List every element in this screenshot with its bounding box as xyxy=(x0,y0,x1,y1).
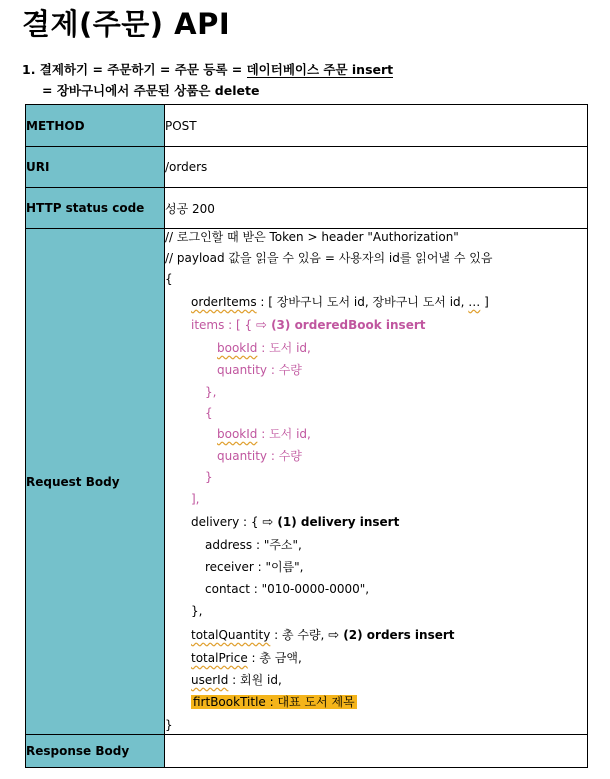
uri-row xyxy=(26,147,588,188)
first-book-title-highlight: firtBookTitle : 대표 도서 제목 xyxy=(193,695,355,709)
order-items-line xyxy=(191,294,489,310)
first-book-title-line xyxy=(191,694,357,710)
response-body-value xyxy=(165,735,588,768)
uri-value: /orders xyxy=(165,147,588,188)
open-item-2: { xyxy=(205,406,213,420)
total-quantity-key: totalQuantity xyxy=(191,628,271,642)
quantity-line-2: quantity : 수량 xyxy=(217,449,302,463)
status-value: 성공 200 xyxy=(165,188,588,229)
request-body-row xyxy=(26,229,588,735)
close-item-2: } xyxy=(205,470,213,484)
close-item-1: }, xyxy=(205,385,217,399)
method-label: METHOD xyxy=(26,105,165,147)
book-id-line-1 xyxy=(217,340,311,356)
items-line xyxy=(191,317,426,334)
receiver-line: receiver : "이름", xyxy=(205,560,304,574)
status-row xyxy=(26,188,588,229)
order-items-ellipsis: … xyxy=(468,295,481,309)
book-id-value: : 도서 id, xyxy=(257,427,311,441)
book-id-key: bookId xyxy=(217,427,258,441)
page-title: 결제(주문) API xyxy=(22,7,231,41)
summary-line-1-prefix: 1. 결제하기 = 주문하기 = 주문 등록 = xyxy=(22,62,247,77)
delivery-note: (1) delivery insert xyxy=(273,515,400,529)
summary-line-1 xyxy=(22,60,393,78)
total-price-value: : 총 금액, xyxy=(247,651,302,665)
items-note: (3) orderedBook insert xyxy=(266,318,426,332)
address-line: address : "주소", xyxy=(205,538,302,552)
book-id-value: : 도서 id, xyxy=(257,341,311,355)
summary-line-2: = 장바구니에서 주문된 상품은 delete xyxy=(42,83,260,98)
summary-line-1-underlined: 데이터베이스 주문 insert xyxy=(246,62,394,77)
arrow-icon: ⇨ xyxy=(262,515,274,530)
user-id-line xyxy=(191,672,282,688)
total-quantity-line xyxy=(191,627,455,644)
method-row xyxy=(26,105,588,147)
close-brace: } xyxy=(165,718,173,732)
contact-line: contact : "010-0000-0000", xyxy=(205,582,370,596)
items-prefix: items : [ { xyxy=(191,318,256,332)
comment-payload: // payload 값을 읽을 수 있음 = 사용자의 id를 읽어낼 수 있음 xyxy=(165,251,493,265)
response-body-row xyxy=(26,735,588,768)
arrow-icon: ⇨ xyxy=(255,318,267,333)
arrow-icon: ⇨ xyxy=(328,628,340,643)
total-quantity-note: (2) orders insert xyxy=(339,628,455,642)
status-label: HTTP status code xyxy=(26,188,165,229)
comment-token: // 로그인할 때 받은 Token > header "Authorization" xyxy=(165,230,459,244)
delivery-prefix: delivery : { xyxy=(191,515,263,529)
request-body-code xyxy=(165,229,587,734)
open-brace: { xyxy=(165,272,173,286)
total-price-line xyxy=(191,650,302,666)
response-body-label: Response Body xyxy=(26,735,165,768)
request-body-cell xyxy=(165,229,588,735)
request-body-label: Request Body xyxy=(26,229,165,735)
order-items-close: ] xyxy=(480,295,489,309)
order-items-value: : [ 장바구니 도서 id, 장바구니 도서 id, xyxy=(256,295,469,309)
delivery-line xyxy=(191,514,399,531)
uri-label: URI xyxy=(26,147,165,188)
method-value: POST xyxy=(165,105,588,147)
total-price-key: totalPrice xyxy=(191,651,248,665)
close-items-array: ], xyxy=(191,492,200,506)
user-id-value: : 회원 id, xyxy=(228,673,282,687)
order-items-key: orderItems xyxy=(191,295,257,309)
total-quantity-value: : 총 수량, xyxy=(270,628,329,642)
user-id-key: userId xyxy=(191,673,229,687)
api-spec-table xyxy=(25,104,588,768)
book-id-line-2 xyxy=(217,426,311,442)
delivery-close: }, xyxy=(191,604,203,618)
quantity-line-1: quantity : 수량 xyxy=(217,363,302,377)
book-id-key: bookId xyxy=(217,341,258,355)
